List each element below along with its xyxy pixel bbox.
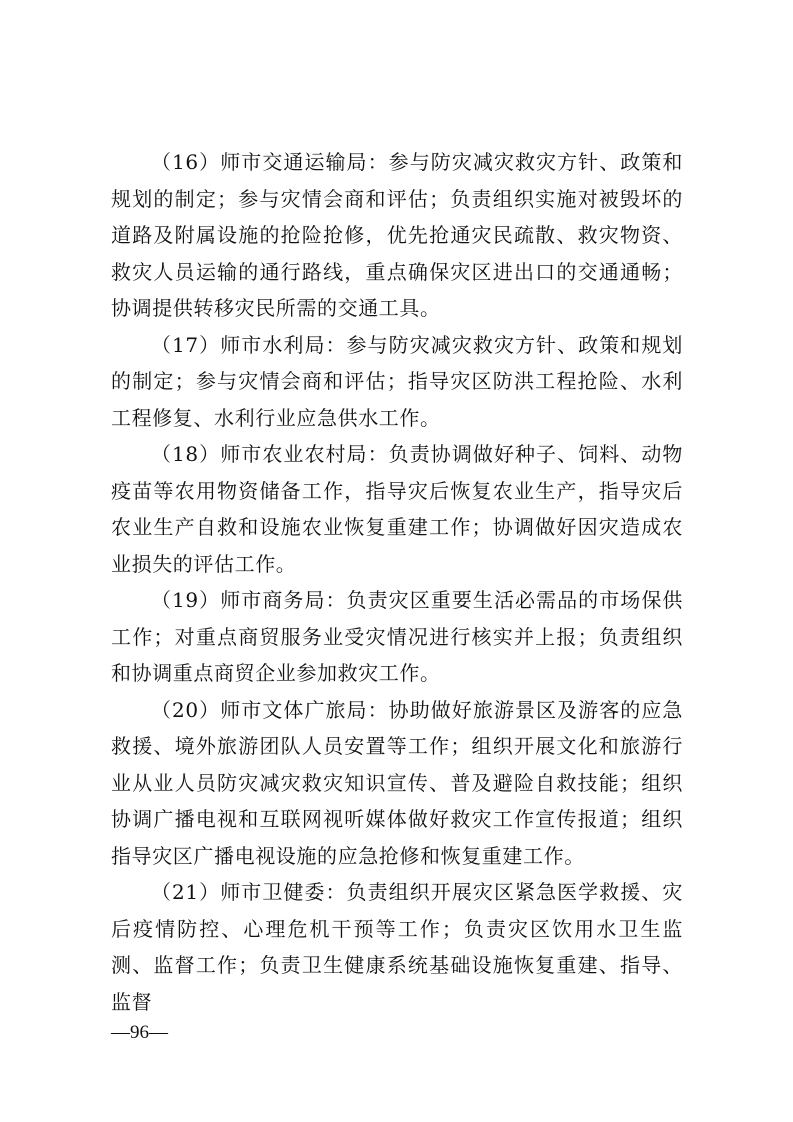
document-body [111,144,683,1020]
paragraph-transport-bureau: （16）师市交通运输局：参与防灾减灾救灾方针、政策和规划的制定；参与灾情会商和评估；负责组织实施对被毁坏的道路及附属设施的抢险抢修，优先抢通灾民疏散、救灾物资、救灾人员运输的通行路线，重点确保灾区进出口的交通通畅；协调提供转移灾民所需的交通工具。 [111,150,683,320]
paragraph-health-commission: （21）师市卫健委：负责组织开展灾区紧急医学救援、灾后疫情防控、心理危机干预等工作；负责灾区饮用水卫生监测、监督工作；负责卫生健康系统基础设施恢复重建、指导、监督 [111,880,683,1014]
paragraph-water-resources-bureau: （17）师市水利局：参与防灾减灾救灾方针、政策和规划的制定；参与灾情会商和评估；指导灾区防洪工程抢险、水利工程修复、水利行业应急供水工作。 [111,332,683,430]
paragraph-agriculture-bureau: （18）师市农业农村局：负责协调做好种子、饲料、动物疫苗等农用物资储备工作，指导灾后恢复农业生产，指导灾后农业生产自救和设施农业恢复重建工作；协调做好因灾造成农业损失的评估工作。 [111,442,683,576]
paragraph-commerce-bureau: （19）师市商务局：负责灾区重要生活必需品的市场保供工作；对重点商贸服务业受灾情况进行核实并上报；负责组织和协调重点商贸企业参加救灾工作。 [111,588,683,685]
page-number: —96— [111,1022,168,1043]
paragraph-culture-tourism-bureau: （20）师市文体广旅局：协助做好旅游景区及游客的应急救援、境外旅游团队人员安置等工作；组织开展文化和旅游行业从业人员防灾减灾救灾知识宣传、普及避险自救技能；组织协调广播电视和互联网视听媒体做好救灾工作宣传报道；组织指导灾区广播电视设施的应急抢修和恢复重建工作。 [111,697,683,868]
